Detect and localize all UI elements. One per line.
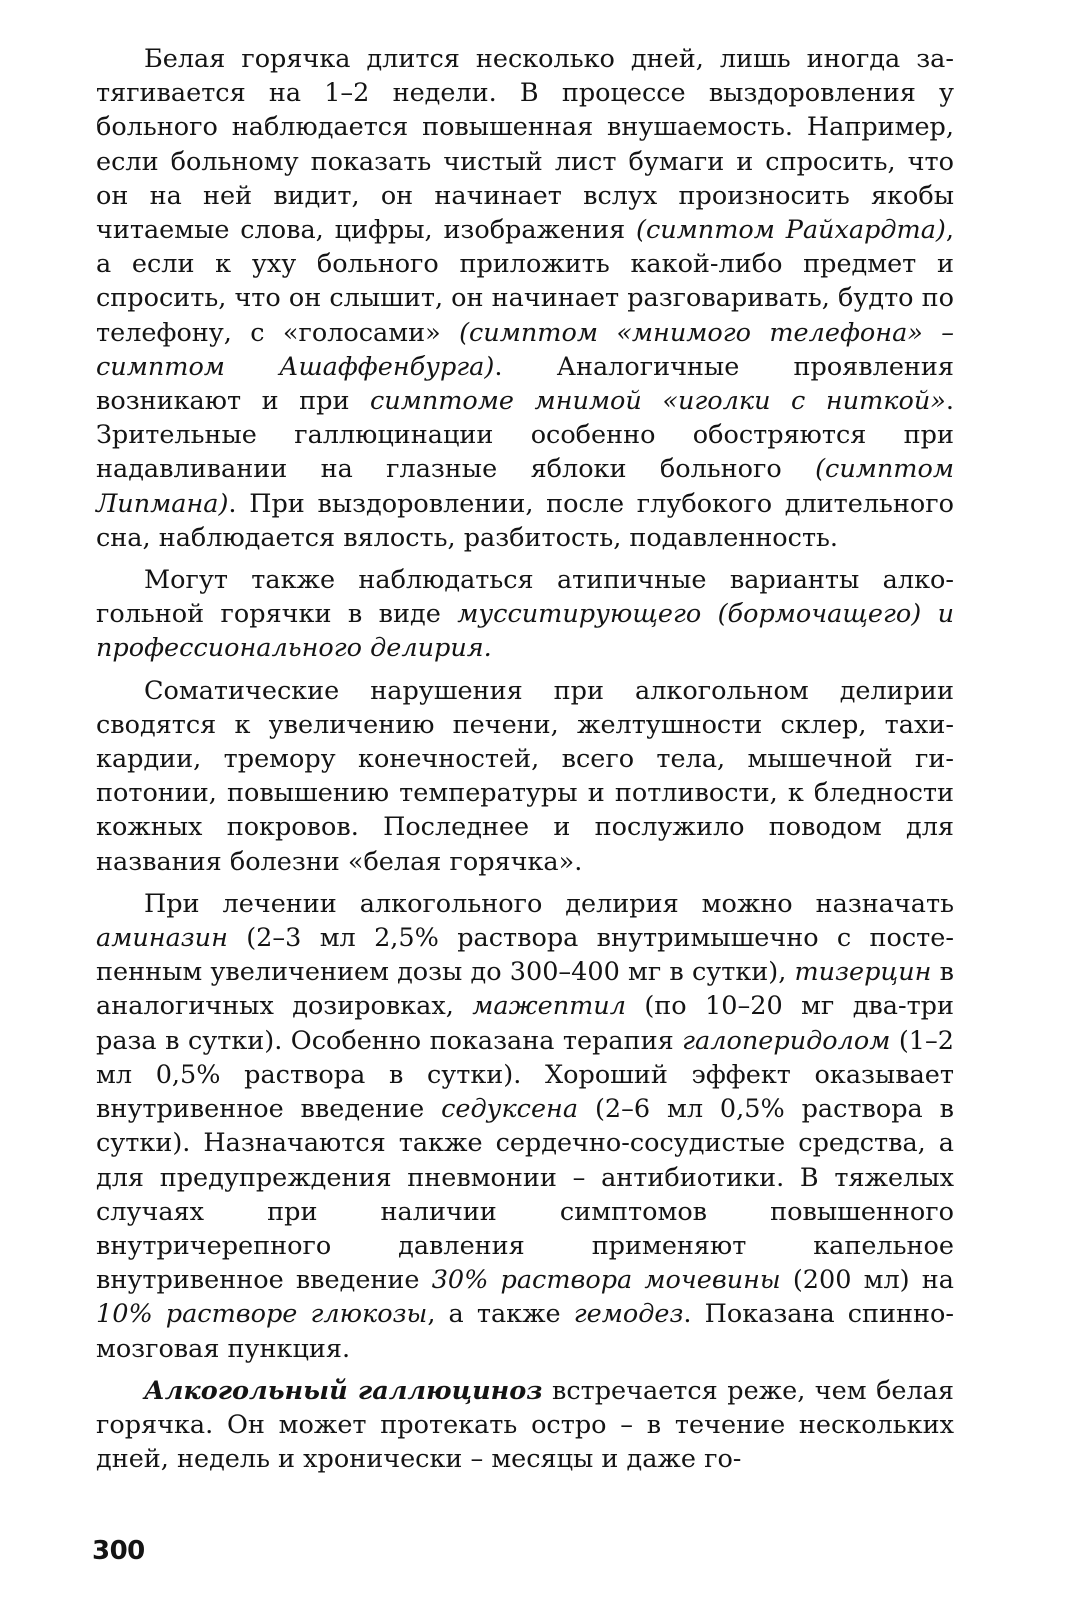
text-run: , а также: [427, 1299, 574, 1330]
text-run: (200 мл) на: [780, 1265, 954, 1296]
text-run: в аналогичных дозировках,: [96, 957, 954, 1022]
text-run: (2–3 мл 2,5% раствора внутримышечно с постепенным увеличением дозы до 300–400 мг в сутки),: [96, 923, 954, 988]
text-run: . Показана спинно-мозговая пункция.: [96, 1299, 954, 1364]
italic-term: мусситирующего (бормочащего) и профессионального делирия.: [96, 599, 954, 664]
text-run: (1–2 мл 0,5% раствора в сутки). Хороший эффект оказывает внутривенное введение: [96, 1025, 954, 1125]
italic-term: (симптом «мнимого телефона» – симптом Ашаффенбурга): [96, 317, 954, 382]
text-run: Соматические нарушения при алкогольном делирии сводятся к увеличению печени, желтушности склер, тахикардии, тремору конечностей, всего тела, мышечной гипотонии, повышению температуры и потливости, к бледности кожных покровов. Последнее и послужило поводом для названия болезни «белая горячка».: [96, 675, 954, 877]
italic-term: тизерцин: [794, 957, 932, 988]
paragraph-1: [96, 42, 954, 555]
italic-term: симптоме мнимой «иголки с ниткой»: [369, 386, 946, 417]
text-run: , а если к уху больного приложить какой-либо предмет и спросить, что он слышит, он начинает разговаривать, будто по телефону, с «голосами»: [96, 215, 954, 348]
italic-term: (симптом Райхардта): [636, 215, 946, 246]
italic-term: 10% растворе глюкозы: [96, 1299, 428, 1330]
text-run: встречается реже, чем белая горячка. Он может протекать остро – в течение нескольких дней, недель и хронически – месяцы и даже го-: [96, 1375, 954, 1475]
paragraph-2: [96, 563, 954, 666]
text-run: (по 10–20 мг два-три раза в сутки). Особенно показана терапия: [96, 991, 954, 1056]
paragraph-5: [96, 1374, 954, 1477]
text-run: . Зрительные галлюцинации особенно обостряются при надавливании на глазные яблоки больного: [96, 386, 954, 485]
italic-term: аминазин: [96, 923, 228, 954]
italic-term: галоперидолом: [682, 1025, 891, 1056]
bold-italic-term: Алкогольный галлюциноз: [144, 1375, 543, 1406]
italic-term: седуксена: [441, 1094, 579, 1125]
text-run: Могут также наблюдаться атипичные варианты алкогольной горячки в виде: [96, 565, 954, 630]
text-run: При лечении алкогольного делирия можно назначать: [144, 888, 954, 919]
italic-term: мажептил: [472, 991, 626, 1022]
text-run: Белая горячка длится несколько дней, лишь иногда затягивается на 1–2 недели. В процессе выздоровления у больного наблюдается повышенная внушаемость. Например, если больному показать чистый лист бумаги и спросить, что он на ней видит, он начинает вслух произносить якобы читаемые слова, цифры, изображения: [96, 44, 954, 246]
italic-term: 30% раствора мочевины: [431, 1265, 781, 1296]
text-run: . При выздоровлении, после глубокого длительного сна, наблюдается вялость, разбитость, подавленность.: [96, 488, 954, 553]
italic-term: гемодез: [573, 1299, 684, 1330]
italic-term: (симптом Липмана): [96, 454, 954, 519]
paragraph-4: [96, 887, 954, 1366]
page-number: 300: [92, 1536, 145, 1566]
text-run: (2–6 мл 0,5% раствора в сутки). Назначаются также сердечно-сосудистые средства, а для предупреждения пневмонии – антибиотики. В тяжелых случаях при наличии симптомов повышенного внутричерепного давления применяют капельное внутривенное введение: [96, 1094, 954, 1296]
page-body: [96, 42, 954, 1484]
paragraph-3: [96, 674, 954, 879]
text-run: . Аналогичные проявления возникают и при: [96, 351, 954, 417]
